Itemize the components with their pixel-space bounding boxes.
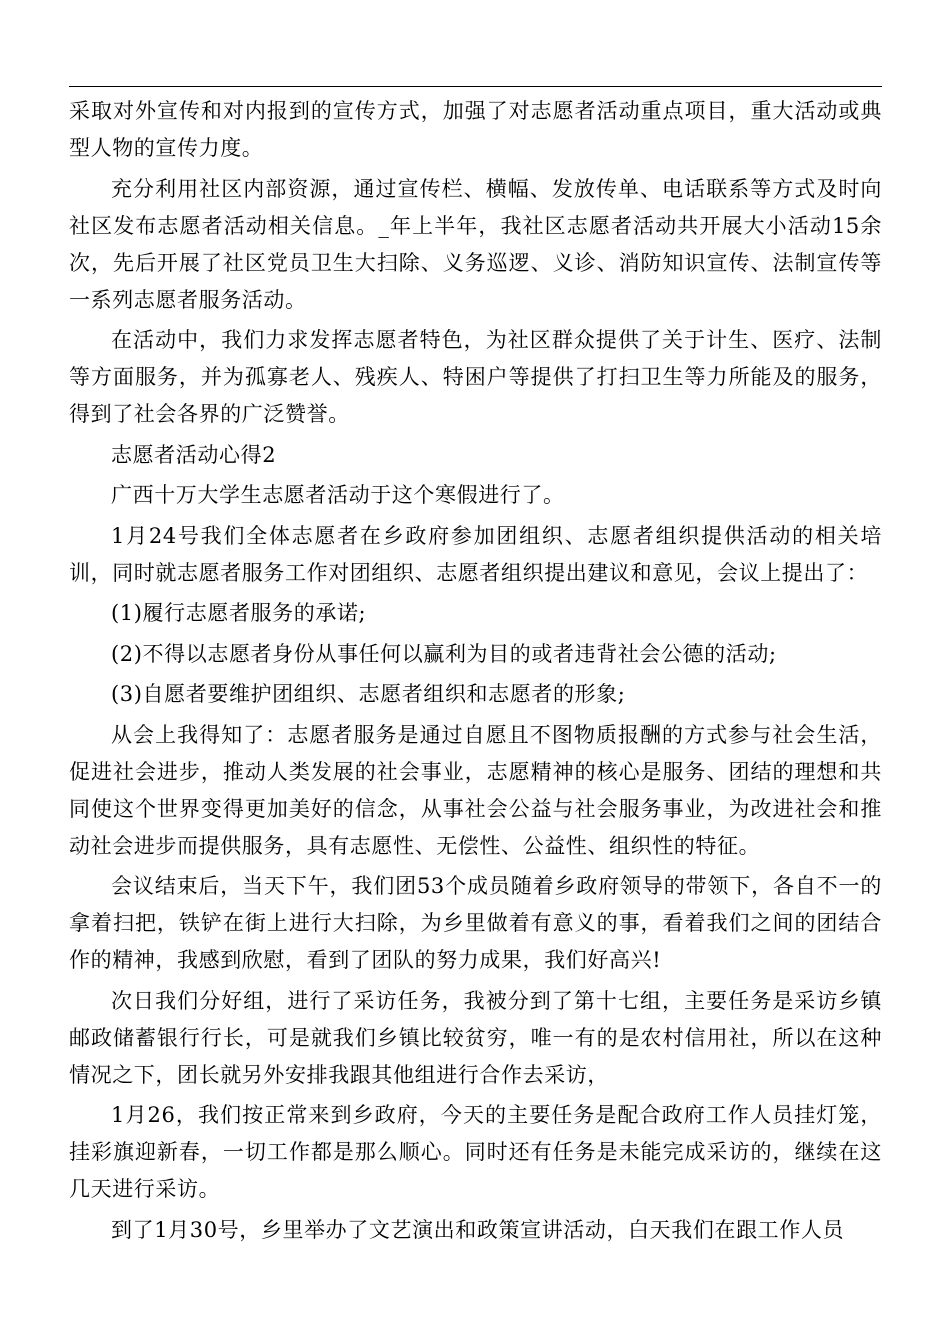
paragraph: 在活动中，我们力求发挥志愿者特色，为社区群众提供了关于计生、医疗、法制等方面服务，并为孤寡老人、残疾人、特困户等提供了打扫卫生等力所能及的服务，得到了社会各界的广泛赞誉。 bbox=[69, 328, 882, 426]
body-text bbox=[69, 93, 882, 1252]
paragraph: 1月24号我们全体志愿者在乡政府参加团组织、志愿者组织提供活动的相关培训，同时就志愿者服务工作对团组织、志愿者组织提出建议和意见，会议上提出了： bbox=[69, 523, 882, 585]
section-heading: 志愿者活动心得2 bbox=[111, 442, 277, 467]
list-item: (2)不得以志愿者身份从事任何以赢利为目的或者违背社会公德的活动; bbox=[111, 641, 777, 666]
paragraph: 广西十万大学生志愿者活动于这个寒假进行了。 bbox=[111, 483, 565, 507]
paragraph-continued: 采取对外宣传和对内报到的宣传方式，加强了对志愿者活动重点项目，重大活动或典型人物的宣传力度。 bbox=[69, 99, 882, 160]
paragraph: 次日我们分好组，进行了采访任务，我被分到了第十七组，主要任务是采访乡镇邮政储蓄银行行长，可是就我们乡镇比较贫穷，唯一有的是农村信用社，所以在这种情况之下，团长就另外安排我跟其他组进行合作去采访， bbox=[69, 988, 882, 1087]
list-item: (1)履行志愿者服务的承诺; bbox=[111, 601, 367, 625]
paragraph: 1月26，我们按正常来到乡政府，今天的主要任务是配合政府工作人员挂灯笼，挂彩旗迎新春，一切工作都是那么顺心。同时还有任务是未能完成采访的，继续在这几天进行采访。 bbox=[69, 1103, 882, 1201]
header-rule bbox=[69, 86, 882, 87]
paragraph: 充分利用社区内部资源，通过宣传栏、横幅、发放传单、电话联系等方式及时向社区发布志愿者活动相关信息。_年上半年，我社区志愿者活动共开展大小活动15余次，先后开展了社区党员卫生大扫除、义务巡逻、义诊、消防知识宣传、法制宣传等一系列志愿者服务活动。 bbox=[69, 176, 882, 312]
paragraph: 从会上我得知了：志愿者服务是通过自愿且不图物质报酬的方式参与社会生活，促进社会进步，推动人类发展的社会事业，志愿精神的核心是服务、团结的理想和共同使这个世界变得更加美好的信念，从事社会公益与社会服务事业，为改进社会和推动社会进步而提供服务，具有志愿性、无偿性、公益性、组织性的特征。 bbox=[69, 722, 882, 858]
list-item: (3)自愿者要维护团组织、志愿者组织和志愿者的形象; bbox=[111, 682, 626, 706]
paragraph: 到了1月30号，乡里举办了文艺演出和政策宣讲活动，白天我们在跟工作人员 bbox=[111, 1217, 845, 1242]
paragraph: 会议结束后，当天下午，我们团53个成员随着乡政府领导的带领下，各自不一的拿着扫把，铁铲在街上进行大扫除，为乡里做着有意义的事，看着我们之间的团结合作的精神，我感到欣慰，看到了团队的努力成果，我们好高兴! bbox=[69, 874, 882, 972]
